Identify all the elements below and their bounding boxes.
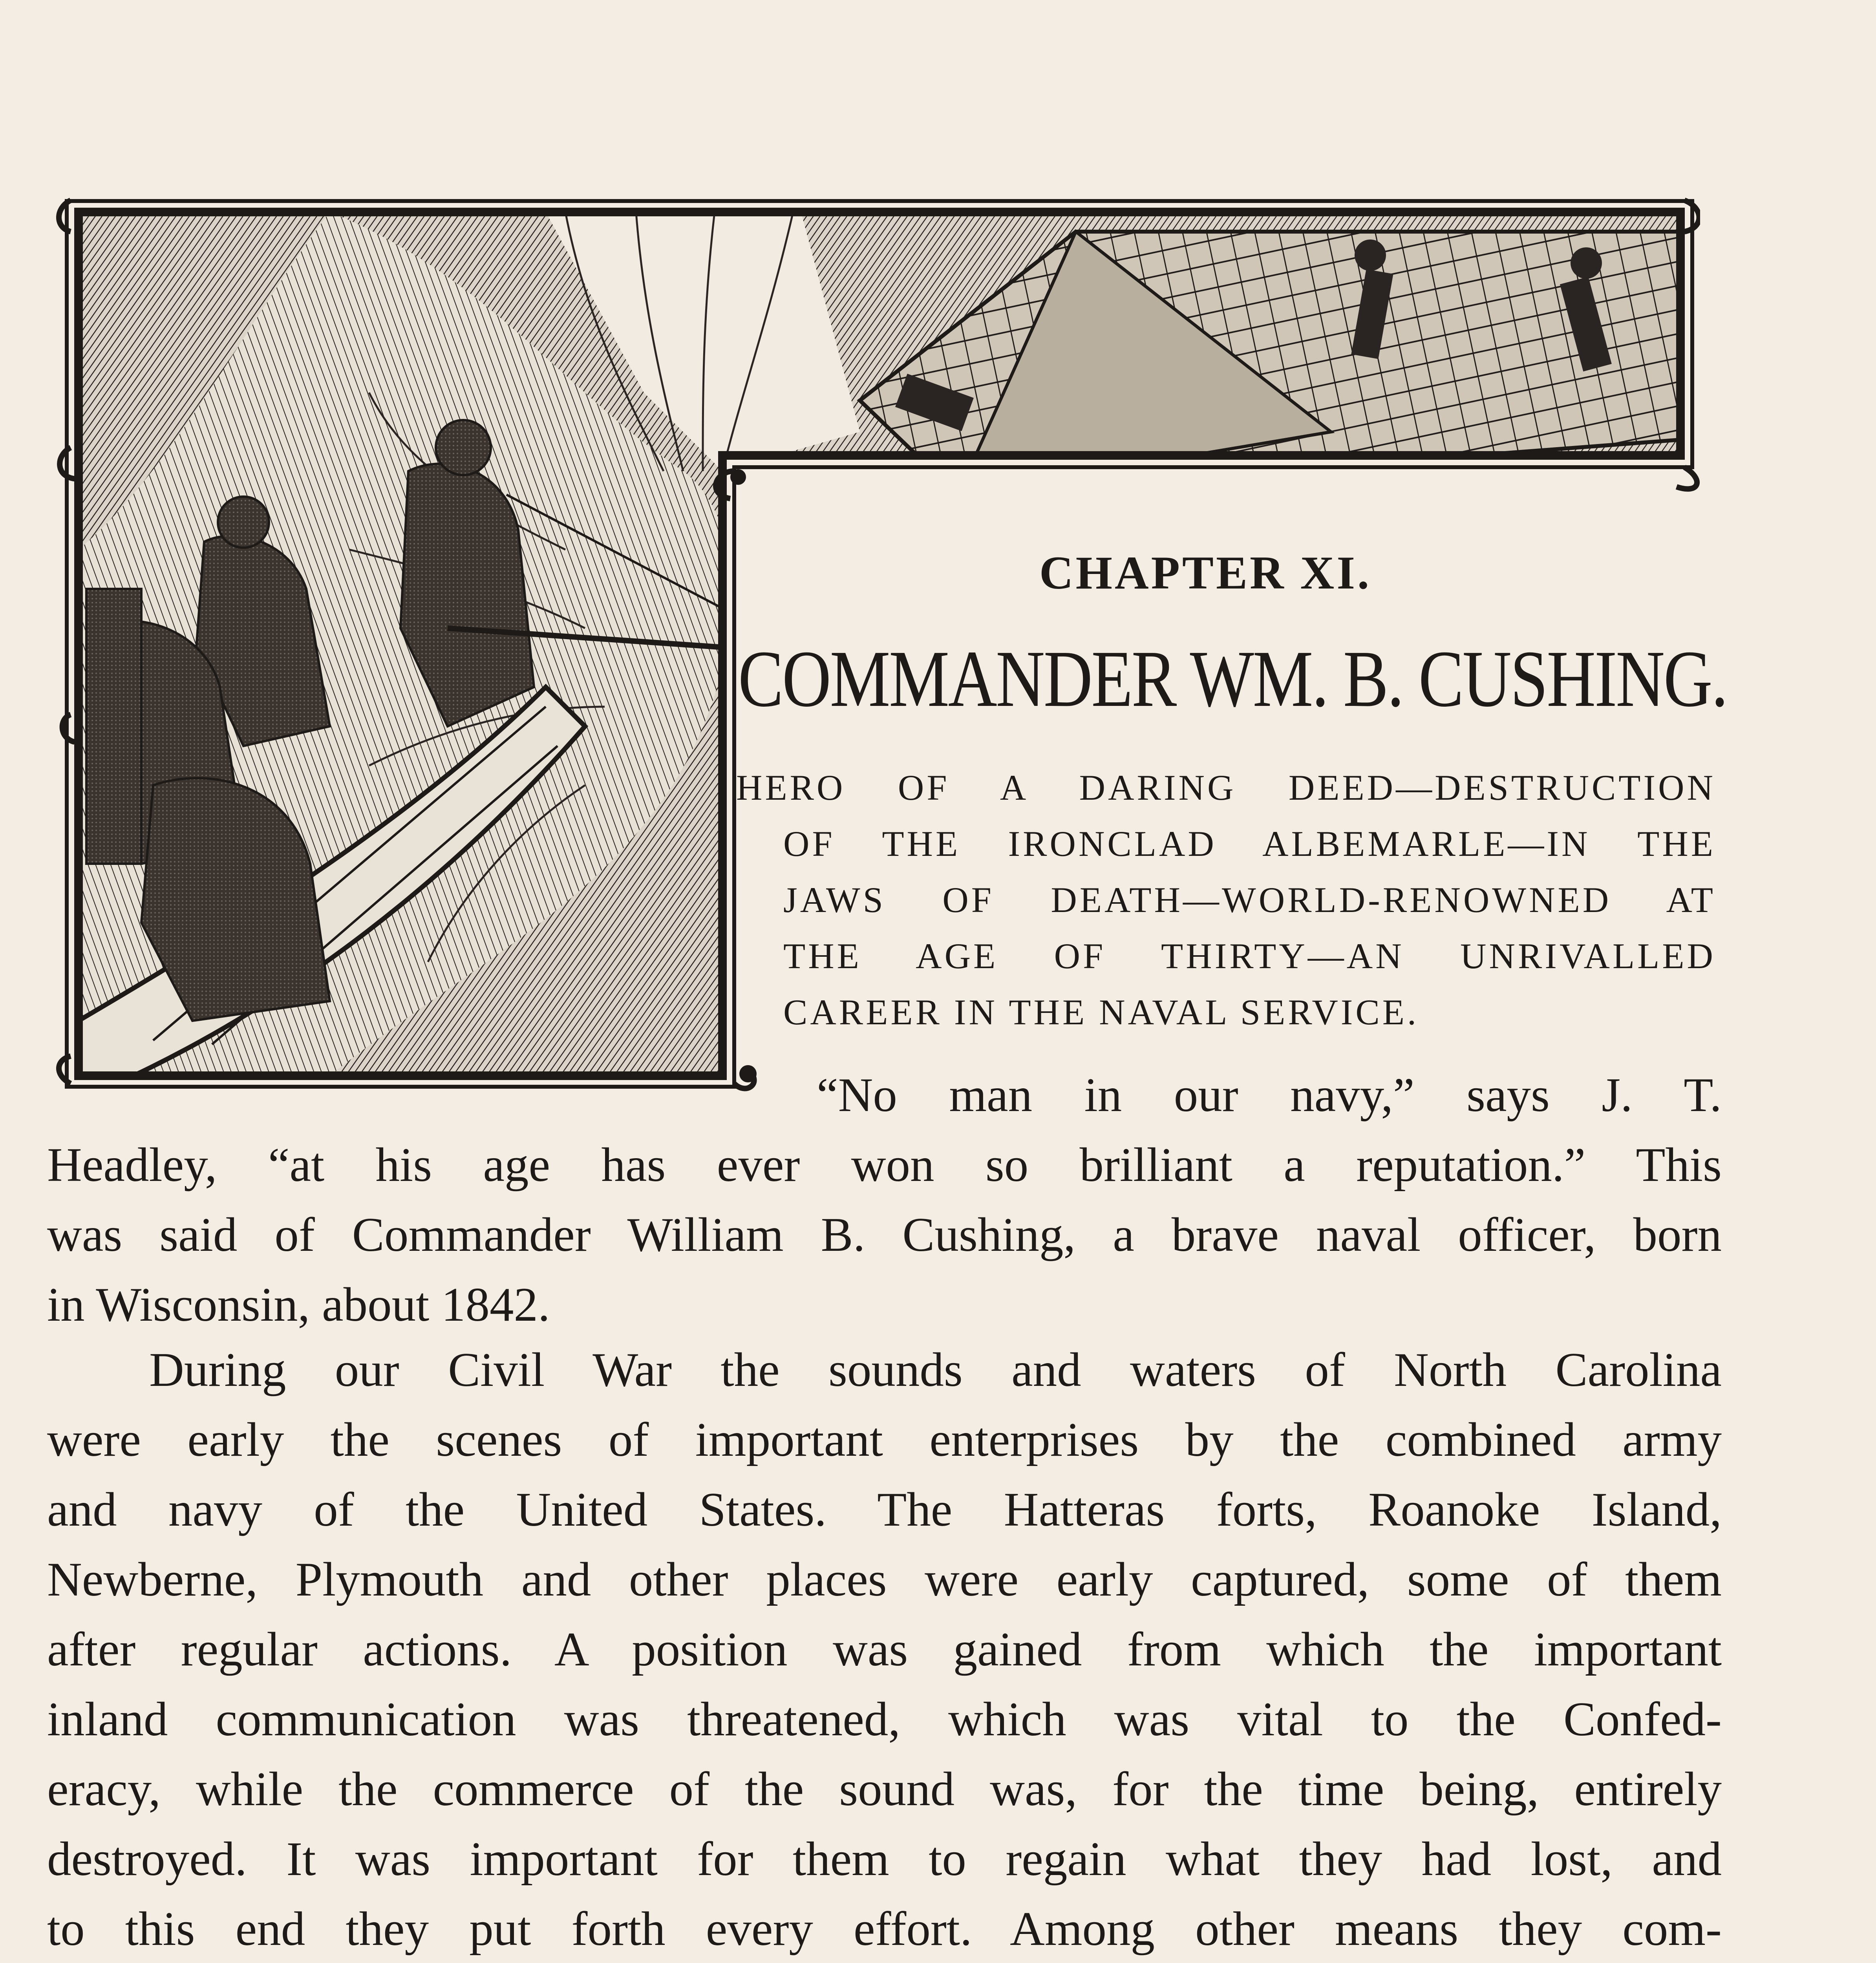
text-line: eracy, while the commerce of the sound was, for the time being, entirely (47, 1762, 1722, 1816)
text-line: and navy of the United States. The Hatteras forts, Roanoke Island, (47, 1482, 1722, 1536)
text-line: was said of Commander William B. Cushing, a brave naval officer, born (47, 1208, 1722, 1261)
paragraph (47, 1060, 1722, 1340)
subtitle-line: THE AGE OF THIRTY—AN UNRIVALLED (783, 936, 1716, 976)
chapter-subtitle (736, 760, 1716, 1040)
chapter-title: COMMANDER WM. B. CUSHING. (738, 634, 1727, 724)
text-line: During our Civil War the sounds and waters of North Carolina (149, 1343, 1722, 1396)
chapter-label: CHAPTER XI. (1039, 546, 1372, 599)
text-line: inland communication was threatened, which was vital to the Confed- (47, 1692, 1722, 1746)
subtitle-line: JAWS OF DEATH—WORLD-RENOWNED AT (783, 880, 1716, 920)
text-line: Newberne, Plymouth and other places were early captured, some of them (47, 1552, 1722, 1606)
text-line: Headley, “at his age has ever won so brilliant a reputation.” This (47, 1138, 1722, 1192)
subtitle-line: CAREER IN THE NAVAL SERVICE. (783, 992, 1419, 1032)
paragraph (47, 1335, 1722, 1963)
subtitle-line: HERO OF A DARING DEED—DESTRUCTION (736, 768, 1716, 808)
subtitle-line: OF THE IRONCLAD ALBEMARLE—IN THE (783, 824, 1716, 864)
text-line: destroyed. It was important for them to regain what they had lost, and (47, 1832, 1722, 1886)
text-line: were early the scenes of important enterprises by the combined army (47, 1413, 1722, 1466)
text-line: in Wisconsin, about 1842. (47, 1278, 550, 1331)
text-line: to this end they put forth every effort. Among other means they com- (47, 1902, 1722, 1956)
text-line: after regular actions. A position was gained from which the important (47, 1622, 1722, 1676)
text-line: “No man in our navy,” says J. T. (817, 1068, 1722, 1122)
